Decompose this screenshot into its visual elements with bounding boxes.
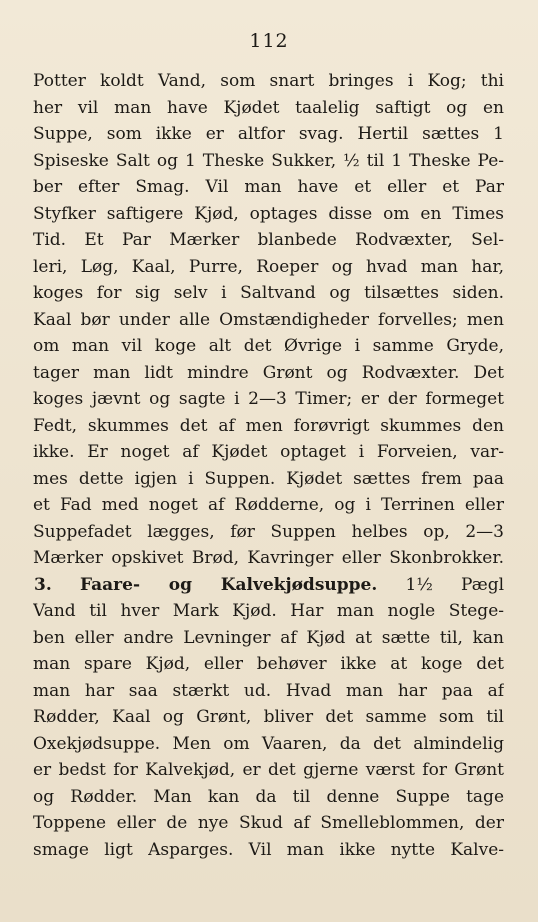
section-heading-line — [33, 572, 504, 599]
text-line: her vil man have Kjødet taalelig saftigt og en — [33, 97, 504, 118]
text-line: leri, Løg, Kaal, Purre, Roeper og hvad man har, — [33, 256, 504, 277]
text-line: Kaal bør under alle Omstændigheder forvelles; men — [33, 309, 504, 330]
text-line: Potter koldt Vand, som snart bringes i Kog; thi — [33, 71, 504, 91]
text-line: mes dette igjen i Suppen. Kjødet sættes frem paa — [33, 468, 504, 489]
section-title: Faare- og Kalvekjødsuppe. — [80, 574, 378, 595]
text-line: man har saa stærkt ud. Hvad man har paa af — [33, 680, 504, 701]
text-line: Tid. Et Par Mærker blanbede Rodvæxter, Sel- — [33, 230, 504, 250]
text-line: Mærker opskivet Brød, Kavringer eller Skonbrokker. — [33, 548, 504, 568]
text-line: smage ligt Asparges. Vil man ikke nytte Kalve- — [33, 839, 504, 860]
body-text — [33, 68, 504, 863]
text-line: Vand til hver Mark Kjød. Har man nogle Stege- — [33, 601, 504, 621]
text-line: og Rødder. Man kan da til denne Suppe tage — [33, 786, 504, 807]
text-line: ber efter Smag. Vil man have et eller et Par — [33, 177, 504, 197]
text-line: Oxekjødsuppe. Men om Vaaren, da det almindelig — [33, 733, 504, 754]
text-line: tager man lidt mindre Grønt og Rodvæxter. Det — [33, 362, 504, 383]
text-line: Suppefadet lægges, før Suppen helbes op, 2—3 — [33, 521, 504, 542]
text-line: man spare Kjød, eller behøver ikke at koge det — [33, 654, 504, 674]
text-line: Fedt, skummes det af men forøvrigt skummes den — [33, 415, 504, 436]
text-line: ikke. Er noget af Kjødet optaget i Forveien, var- — [33, 442, 504, 462]
text-line: Suppe, som ikke er altfor svag. Hertil sættes 1 — [33, 124, 504, 144]
page-number: 112 — [249, 30, 289, 52]
text-line: koges jævnt og sagte i 2—3 Timer; er der formeget — [33, 389, 504, 409]
text-line: Spiseske Salt og 1 Theske Sukker, ½ til 1 Theske Pe- — [33, 150, 504, 171]
text-line: Styfker saftigere Kjød, optages disse om en Times — [33, 203, 504, 224]
section-number: 3. — [34, 574, 52, 595]
text-line: Rødder, Kaal og Grønt, bliver det samme som til — [33, 707, 504, 727]
text-line: koges for sig selv i Saltvand og tilsættes siden. — [33, 283, 504, 303]
text-line: Toppene eller de nye Skud af Smelleblommen, der — [33, 813, 504, 833]
text-line: et Fad med noget af Rødderne, og i Terrinen eller — [33, 495, 504, 515]
text-line: ben eller andre Levninger af Kjød at sætte til, kan — [33, 627, 504, 648]
section-first-line-text: 1½ Pægl — [405, 574, 504, 595]
text-line: om man vil koge alt det Øvrige i samme Gryde, — [33, 336, 504, 356]
text-line: er bedst for Kalvekjød, er det gjerne værst for Grønt — [33, 760, 504, 780]
